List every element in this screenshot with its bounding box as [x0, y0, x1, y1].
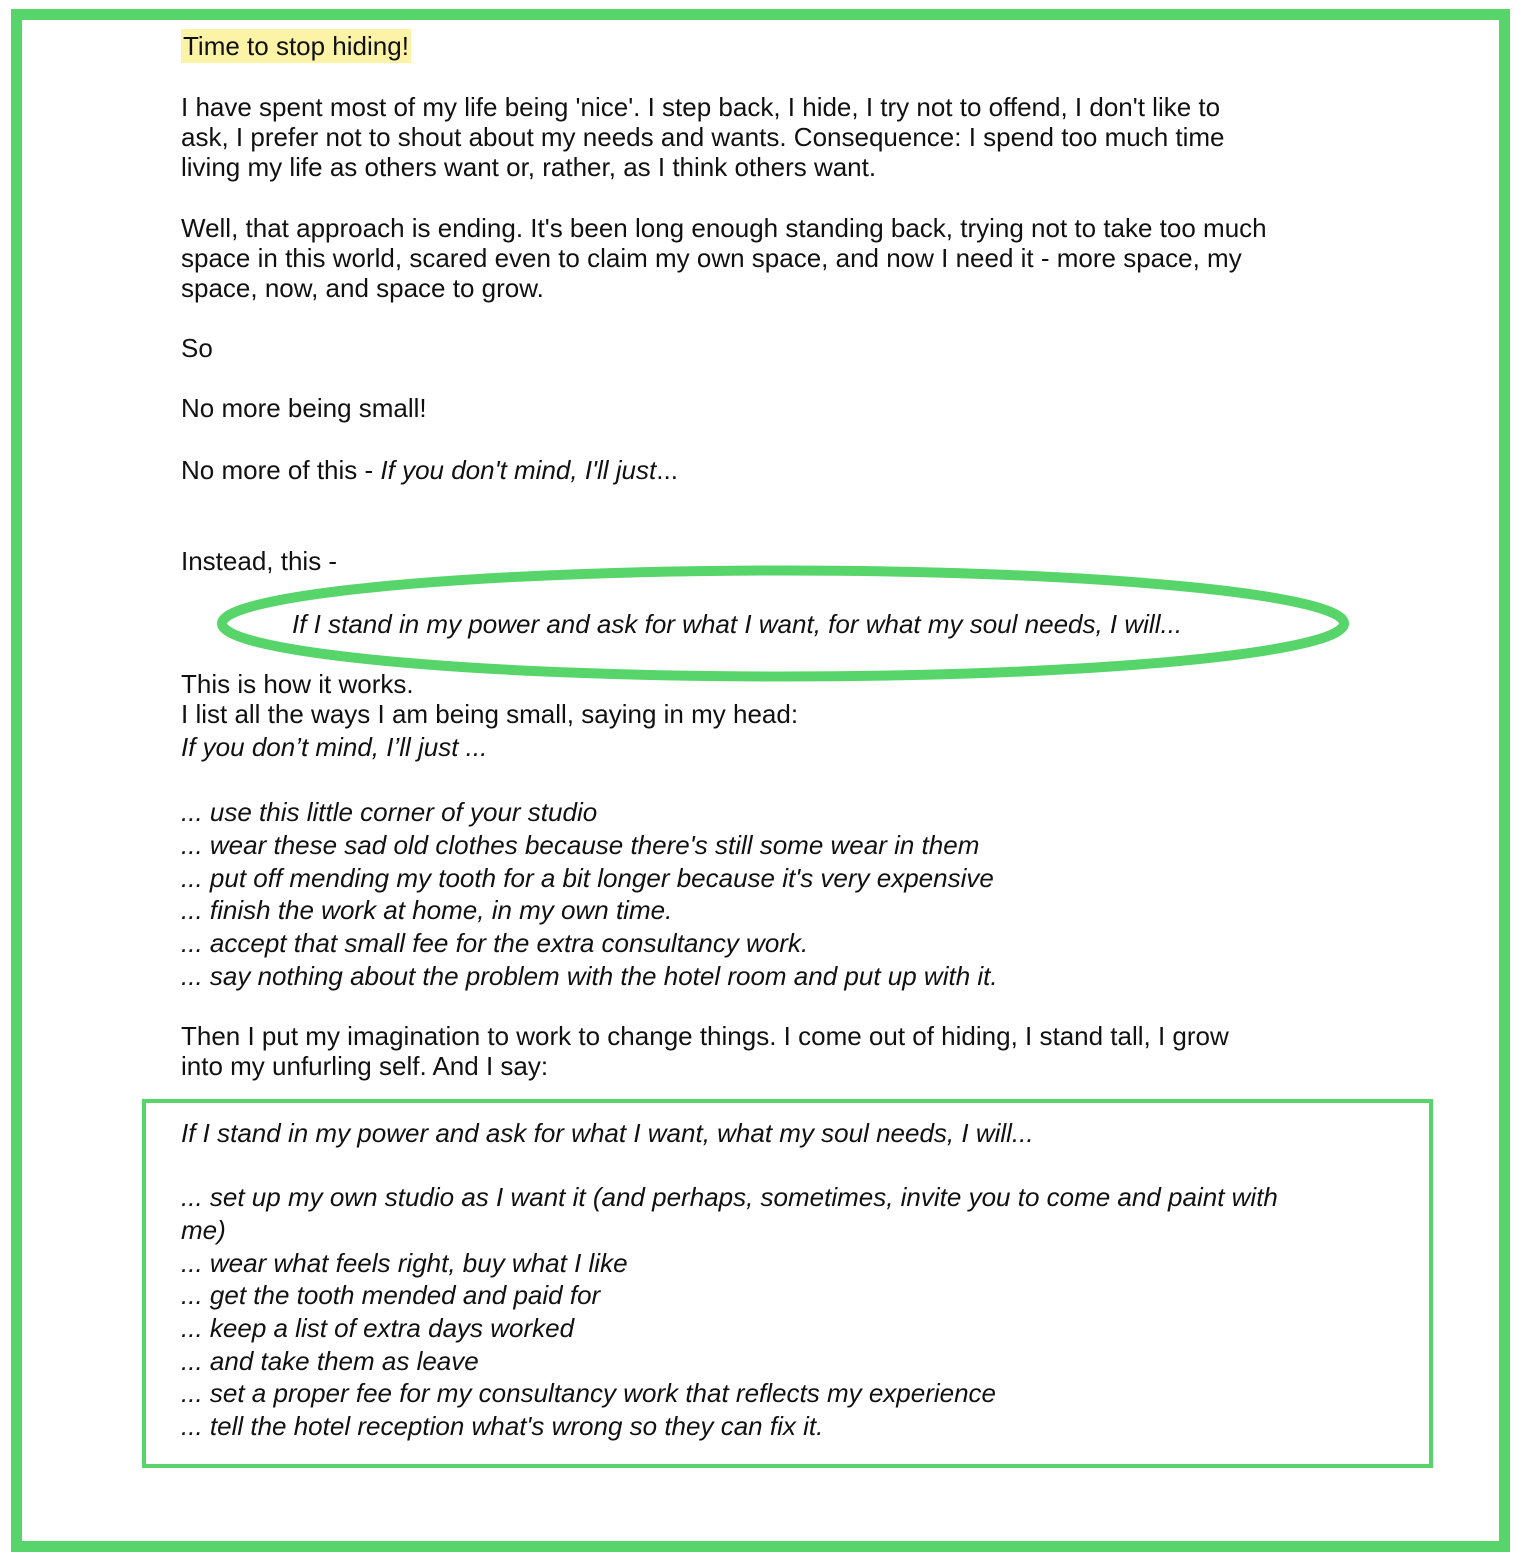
title-line — [181, 31, 411, 61]
no-more-this-line — [181, 455, 678, 485]
small-item: ... wear these sad old clothes because there's still some wear in them — [181, 830, 980, 860]
para1-line-2: ask, I prefer not to shout about my needs and wants. Consequence: I spend too much time — [181, 122, 1225, 152]
para1-line-3: living my life as others want or, rather, as I think others want. — [181, 152, 877, 182]
no-more-small-line: No more being small! — [181, 393, 427, 423]
box-item: ... and take them as leave — [181, 1346, 479, 1376]
box-item: me) — [181, 1215, 226, 1245]
no-more-this-prefix: No more of this - — [181, 455, 381, 485]
box-item: ... set a proper fee for my consultancy work that reflects my experience — [181, 1378, 997, 1408]
small-item: ... say nothing about the problem with the hotel room and put up with it. — [181, 961, 998, 991]
instead-line: Instead, this - — [181, 546, 338, 576]
small-item: ... put off mending my tooth for a bit longer because it's very expensive — [181, 863, 994, 893]
no-more-this-suffix: ... — [656, 455, 678, 485]
list-lead-line: If you don’t mind, I’ll just ... — [181, 732, 488, 762]
box-item: ... get the tooth mended and paid for — [181, 1280, 601, 1310]
box-item: ... tell the hotel reception what's wrong so they can fix it. — [181, 1411, 824, 1441]
para2-line-3: space, now, and space to grow. — [181, 273, 544, 303]
box-item: ... keep a list of extra days worked — [181, 1313, 575, 1343]
page-title: Time to stop hiding! — [183, 31, 409, 61]
how-it-works-line: This is how it works. — [181, 669, 414, 699]
small-item: ... accept that small fee for the extra consultancy work. — [181, 928, 809, 958]
box-item: ... wear what feels right, buy what I like — [181, 1248, 628, 1278]
box-lead: If I stand in my power and ask for what I want, what my soul needs, I will... — [181, 1118, 1034, 1148]
small-item: ... use this little corner of your studio — [181, 797, 598, 827]
para2-line-1: Well, that approach is ending. It's been long enough standing back, trying not to take too much — [181, 213, 1267, 243]
small-item: ... finish the work at home, in my own time. — [181, 895, 673, 925]
circled-quote: If I stand in my power and ask for what I want, for what my soul needs, I will... — [292, 609, 1183, 639]
then-line-2: into my unfurling self. And I say: — [181, 1051, 549, 1081]
then-line-1: Then I put my imagination to work to change things. I come out of hiding, I stand tall, I grow — [181, 1021, 1229, 1051]
so-line: So — [181, 333, 213, 363]
box-item: ... set up my own studio as I want it (and perhaps, sometimes, invite you to come and paint with — [181, 1182, 1278, 1212]
para2-line-2: space in this world, scared even to claim my own space, and now I need it - more space, my — [181, 243, 1242, 273]
list-intro-line: I list all the ways I am being small, saying in my head: — [181, 699, 799, 729]
para1-line-1: I have spent most of my life being 'nice'. I step back, I hide, I try not to offend, I don't like to — [181, 92, 1221, 122]
no-more-this-italic: If you don't mind, I'll just — [380, 455, 657, 485]
